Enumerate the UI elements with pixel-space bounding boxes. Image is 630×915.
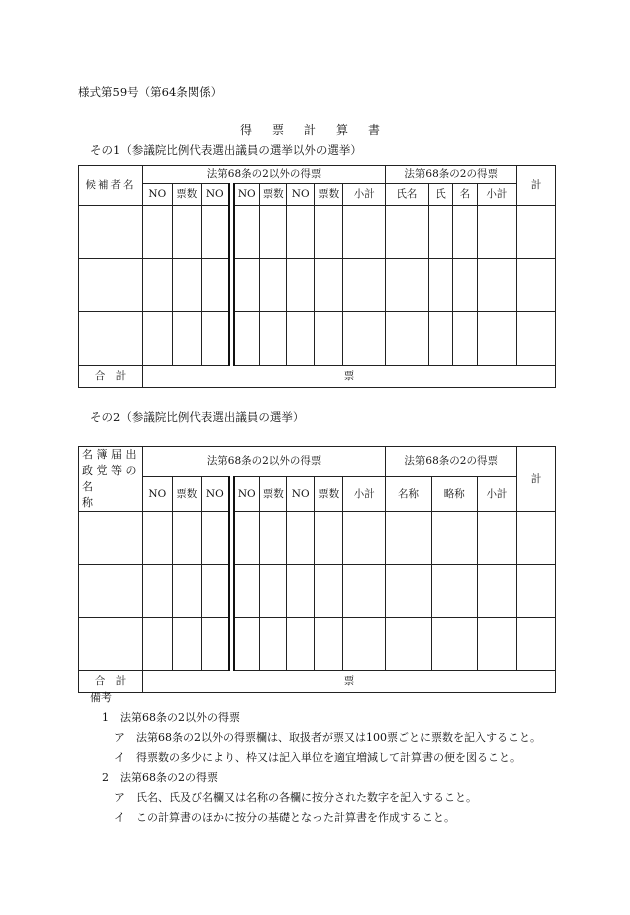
note-item-2a: ア 氏名、氏及び名欄又は名称の各欄に按分された数字を記入すること。 — [114, 791, 477, 804]
sub-header: NO — [143, 476, 172, 511]
sub-header: NO — [143, 184, 172, 206]
section2-heading: その2（参議院比例代表選出議員の選挙） — [90, 410, 305, 424]
vote-table-1 — [78, 165, 556, 388]
sub-header: NO — [202, 184, 231, 206]
note-item-2: 2 法第68条の2の得票 — [102, 771, 218, 784]
note-item-1a: ア 法第68条の2以外の得票欄は、取扱者が票又は100票ごとに票数を記入すること。 — [114, 731, 541, 744]
sub-header: NO — [231, 184, 259, 206]
sub-header: 票数 — [172, 184, 201, 206]
table-row — [79, 565, 556, 618]
sub-header: 小計 — [477, 476, 517, 511]
total-header: 計 — [517, 166, 556, 206]
total-header: 計 — [517, 447, 556, 512]
group-b-header: 法第68条の2の得票 — [386, 166, 517, 184]
table-row — [79, 206, 556, 259]
table-row — [79, 512, 556, 565]
note-item-2b: イ この計算書のほかに按分の基礎となった計算書を作成すること。 — [114, 811, 455, 824]
document-title: 得票計算書 — [239, 123, 400, 137]
group-a-header: 法第68条の2以外の得票 — [143, 447, 386, 477]
table-row — [79, 259, 556, 312]
sub-header: 票数 — [314, 184, 342, 206]
notes — [90, 688, 541, 828]
sub-header: 略称 — [431, 476, 477, 511]
sub-header: 票数 — [259, 184, 286, 206]
sub-header: 氏 — [428, 184, 452, 206]
sum-label: 合 計 — [79, 366, 143, 388]
sub-header: NO — [287, 184, 314, 206]
section1-heading: その1（参議院比例代表選出議員の選挙以外の選挙） — [90, 143, 362, 157]
group-a-header: 法第68条の2以外の得票 — [143, 166, 386, 184]
sum-unit: 票 — [143, 366, 556, 388]
form-label: 様式第59号（第64条関係） — [78, 85, 223, 99]
sub-header: 票数 — [259, 476, 286, 511]
sub-header: 名 — [453, 184, 477, 206]
sub-header: 氏名 — [386, 184, 429, 206]
sub-header: NO — [202, 476, 231, 511]
sub-header: 名称 — [386, 476, 432, 511]
sub-header: 票数 — [172, 476, 201, 511]
note-item-1b: イ 得票数の多少により、枠又は記入単位を適宜増減して計算書の便を図ること。 — [114, 751, 521, 764]
sub-header: 小計 — [343, 476, 386, 511]
group-b-header: 法第68条の2の得票 — [386, 447, 517, 477]
table-row — [79, 312, 556, 366]
sum-unit: 票 — [143, 671, 556, 693]
sub-header: NO — [231, 476, 259, 511]
note-item-1: 1 法第68条の2以外の得票 — [102, 711, 240, 724]
candidate-header: 候補者名 — [79, 166, 143, 206]
vote-table-2 — [78, 446, 556, 693]
sub-header: 小計 — [477, 184, 517, 206]
sub-header: NO — [287, 476, 314, 511]
table-row — [79, 618, 556, 671]
sub-header: 票数 — [314, 476, 342, 511]
sub-header: 小計 — [343, 184, 386, 206]
notes-heading: 備考 — [90, 691, 112, 704]
sum-label: 合 計 — [79, 671, 143, 693]
party-name-header: 名 簿 届 出 政 党 等 の 名 称 — [79, 447, 143, 512]
